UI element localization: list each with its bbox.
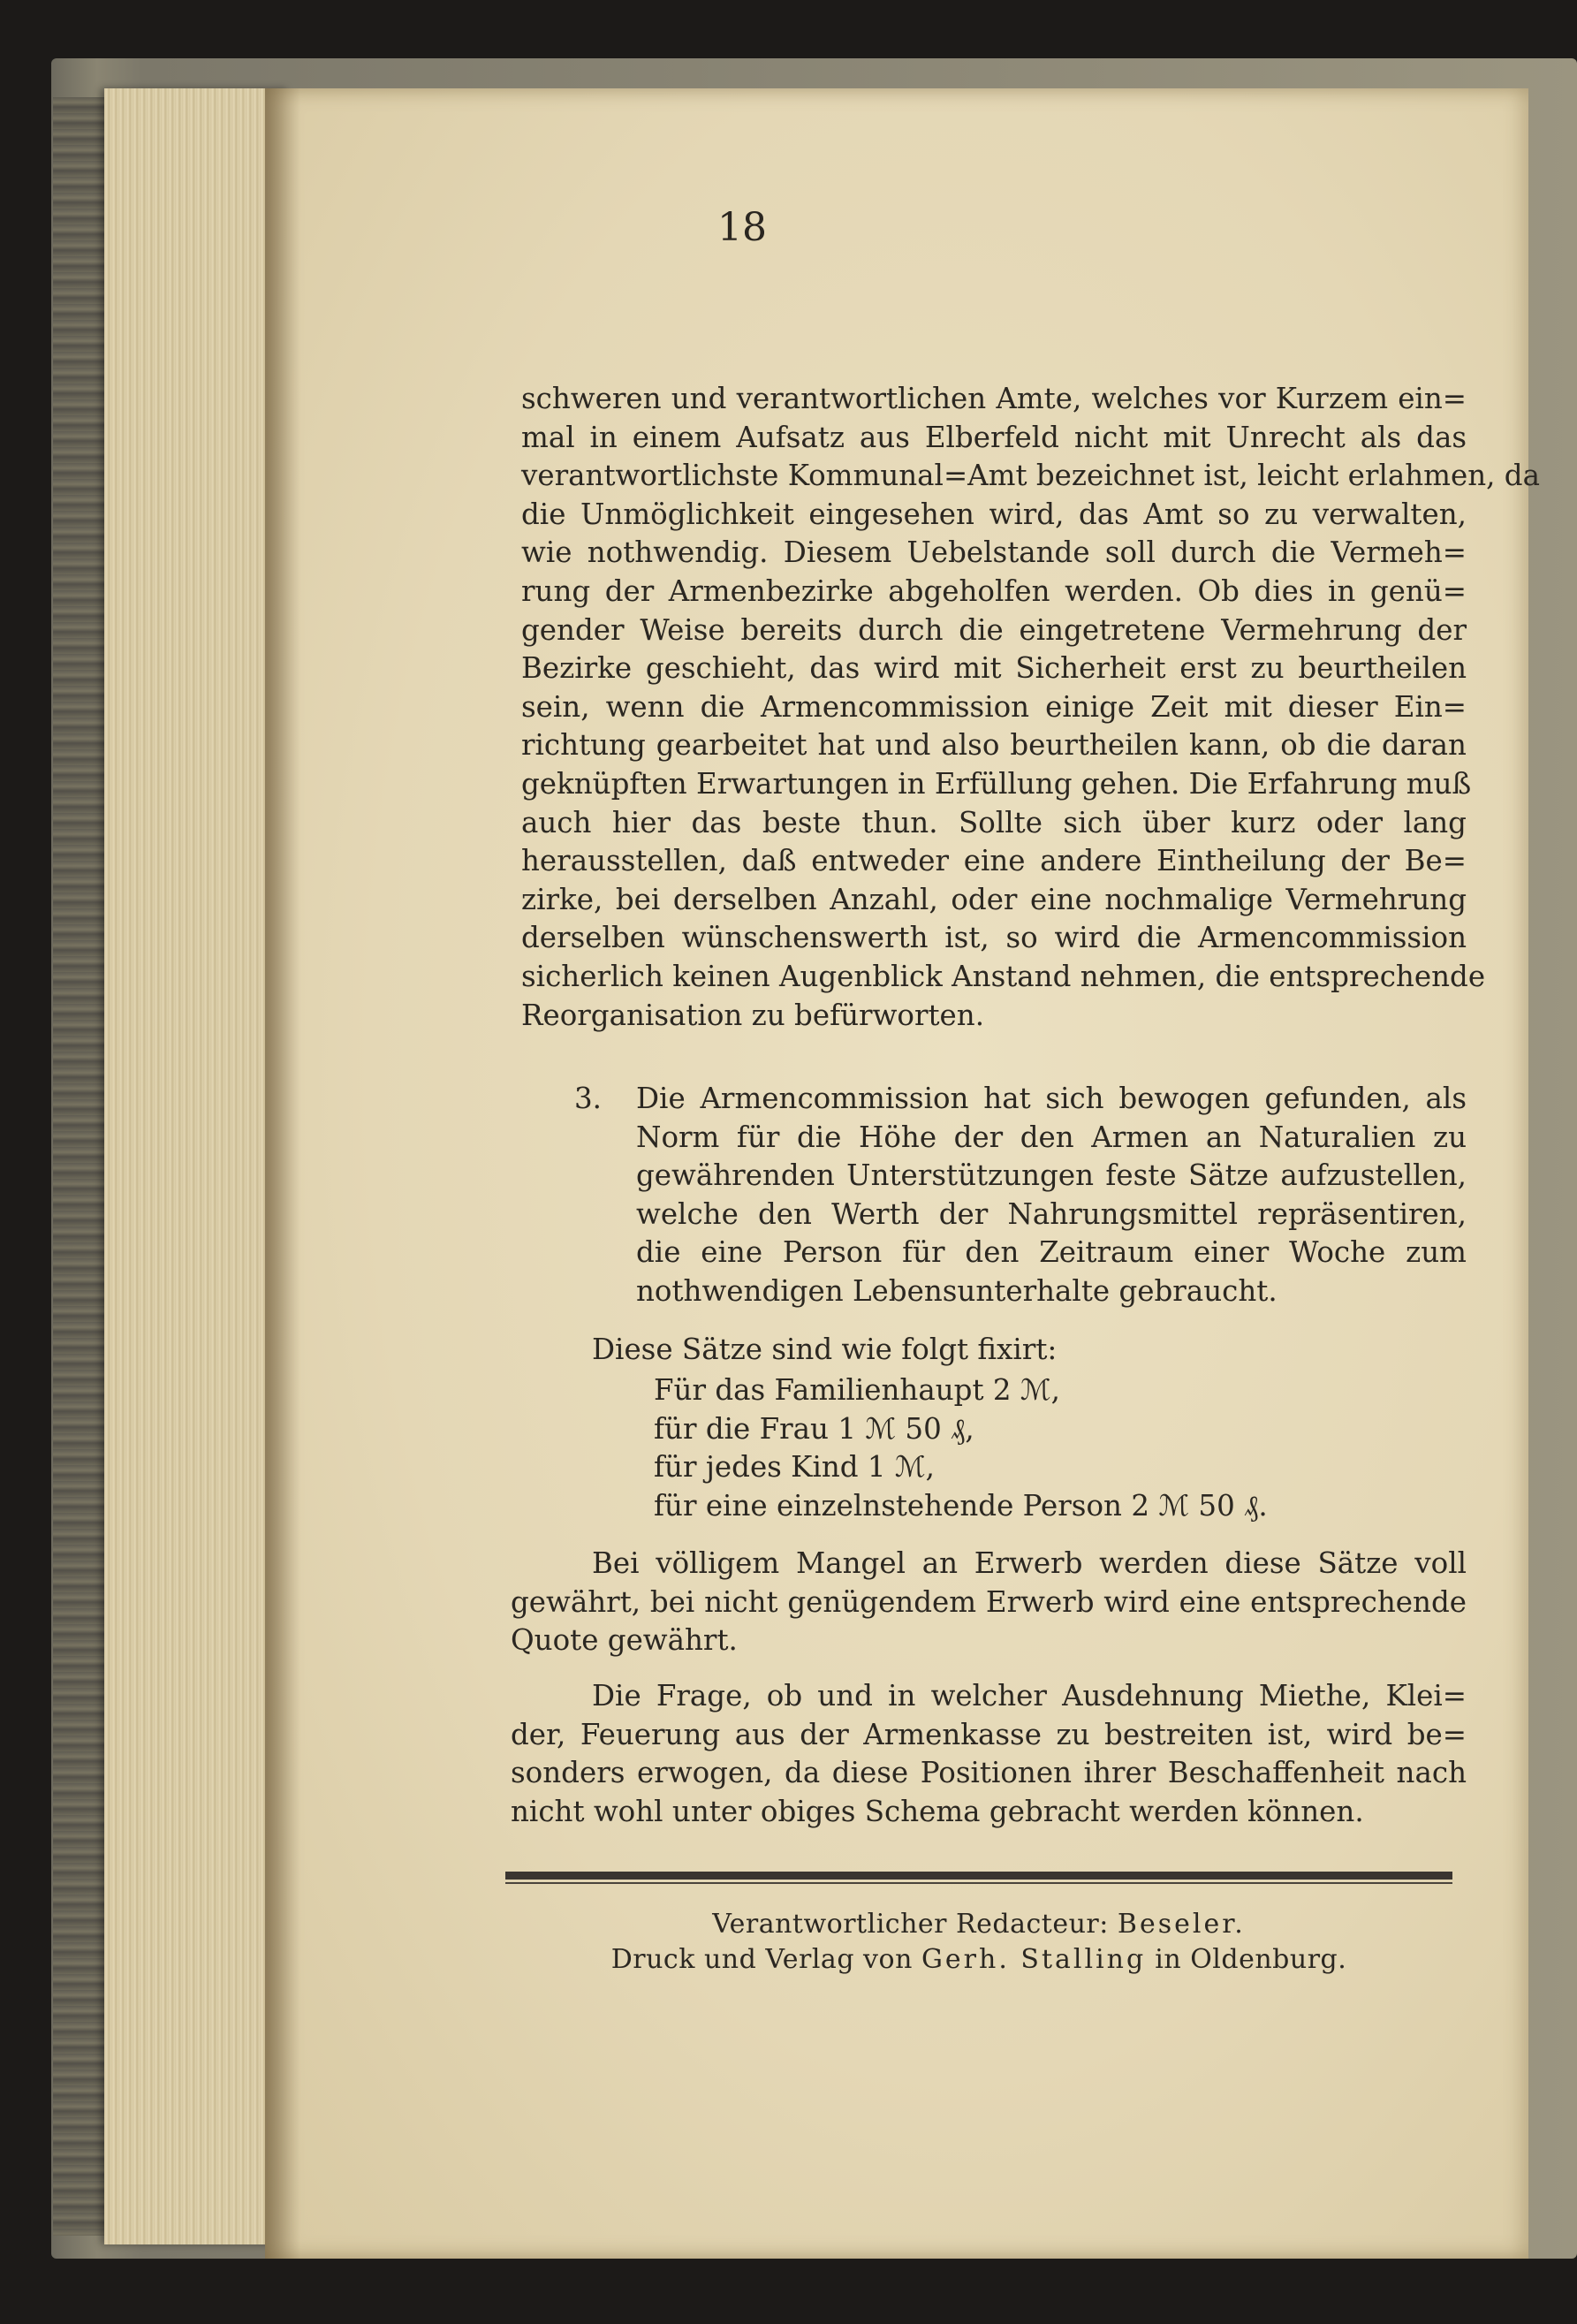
text-line: derselben wünschenswerth ist, so wird die Armencommission	[521, 921, 1467, 955]
text-line: nothwendigen Lebensunterhalte gebraucht.	[636, 1273, 1278, 1308]
text-line: auch hier das beste thun. Sollte sich über kurz oder lang	[521, 805, 1467, 839]
text-line: gender Weise bereits durch die eingetretene Vermehrung der	[521, 612, 1467, 647]
gutter-shadow	[265, 88, 300, 2259]
footer-rule-thin	[505, 1882, 1452, 1884]
printer-place: in Oldenburg.	[1155, 1944, 1347, 1975]
list-body	[636, 1080, 1467, 1311]
text-line: gewährt, bei nicht genügendem Erwerb wird eine entsprechende	[511, 1584, 1467, 1619]
text-line: schweren und verantwortlichen Amte, welches vor Kurzem ein=	[521, 382, 1467, 415]
text-line: zirke, bei derselben Anzahl, oder eine nochmalige Vermehrung	[521, 882, 1467, 916]
text-line: Bezirke geschieht, das wird mit Sicherheit erst zu beurtheilen	[521, 651, 1467, 686]
text-line: richtung gearbeitet hat und also beurtheilen kann, ob die daran	[521, 728, 1467, 763]
text-line: Die Armencommission hat sich bewogen gefunden, als	[636, 1082, 1467, 1115]
text-line: gewährenden Unterstützungen feste Sätze aufzustellen,	[636, 1158, 1467, 1193]
editor-label: Verantwortlicher Redacteur:	[712, 1909, 1109, 1940]
rate-line: für die Frau 1 ℳ 50 ₰,	[654, 1411, 974, 1446]
list-number: 3.	[574, 1082, 603, 1115]
text-line: geknüpften Erwartungen in Erfüllung gehen. Die Erfahrung muß	[521, 766, 1472, 801]
editor-credit	[505, 1909, 1452, 1940]
text-line: Reorganisation zu befürworten.	[521, 998, 985, 1032]
text-line: sicherlich keinen Augenblick Anstand nehmen, die entsprechende	[521, 959, 1486, 993]
text-line: herausstellen, daß entweder eine andere Eintheilung der Be=	[521, 844, 1467, 878]
editor-name: Beseler.	[1117, 1909, 1246, 1940]
text-line: welche den Werth der Nahrungsmittel repräsentiren,	[636, 1196, 1467, 1231]
printer-name: Gerh. Stalling	[921, 1944, 1147, 1975]
printer-label: Druck und Verlag von	[610, 1944, 913, 1975]
text-line: sonders erwogen, da diese Positionen ihrer Beschaffenheit nach	[511, 1756, 1467, 1790]
text-line: Quote gewährt.	[511, 1623, 738, 1658]
text-line: der, Feuerung aus der Armenkasse zu bestreiten ist, wird be=	[511, 1717, 1467, 1751]
paragraph-3	[511, 1677, 1467, 1831]
text-line: mal in einem Aufsatz aus Elberfeld nicht mit Unrecht als das	[521, 420, 1467, 454]
printer-credit	[505, 1944, 1452, 1975]
text-line: sein, wenn die Armencommission einige Zeit mit dieser Ein=	[521, 689, 1467, 724]
text-line: wie nothwendig. Diesem Uebelstande soll durch die Vermeh=	[521, 535, 1467, 570]
text-line: die eine Person für den Zeitraum einer Woche zum	[636, 1235, 1467, 1270]
text-line: rung der Armenbezirke abgeholfen werden. Ob dies in genü=	[521, 573, 1467, 608]
rates-intro: Diese Sätze sind wie folgt fixirt:	[592, 1333, 1058, 1366]
text-line: Bei völligem Mangel an Erwerb werden diese Sätze voll	[592, 1546, 1467, 1580]
text-line: nicht wohl unter obiges Schema gebracht werden können.	[511, 1794, 1364, 1828]
paragraph-2	[511, 1545, 1467, 1660]
text-line: verantwortlichste Kommunal=Amt bezeichnet ist, leicht erlahmen, da	[521, 459, 1540, 493]
rates-list	[654, 1371, 1268, 1525]
rate-line: für eine einzelnstehende Person 2 ℳ 50 ₰.	[654, 1488, 1268, 1523]
footer-rule-thick	[505, 1872, 1452, 1880]
page-number: 18	[717, 205, 767, 250]
page-edges	[104, 88, 290, 2244]
rate-line: Für das Familienhaupt 2 ℳ,	[654, 1373, 1060, 1407]
rate-line: für jedes Kind 1 ℳ,	[654, 1450, 936, 1485]
text-line: Die Frage, ob und in welcher Ausdehnung Miethe, Klei=	[592, 1679, 1467, 1713]
paragraph-1	[521, 380, 1540, 1035]
text-line: Norm für die Höhe der den Armen an Naturalien zu	[636, 1120, 1467, 1154]
text-line: die Unmöglichkeit eingesehen wird, das Amt so zu verwalten,	[521, 497, 1467, 531]
list-item-3	[521, 1080, 1467, 1311]
